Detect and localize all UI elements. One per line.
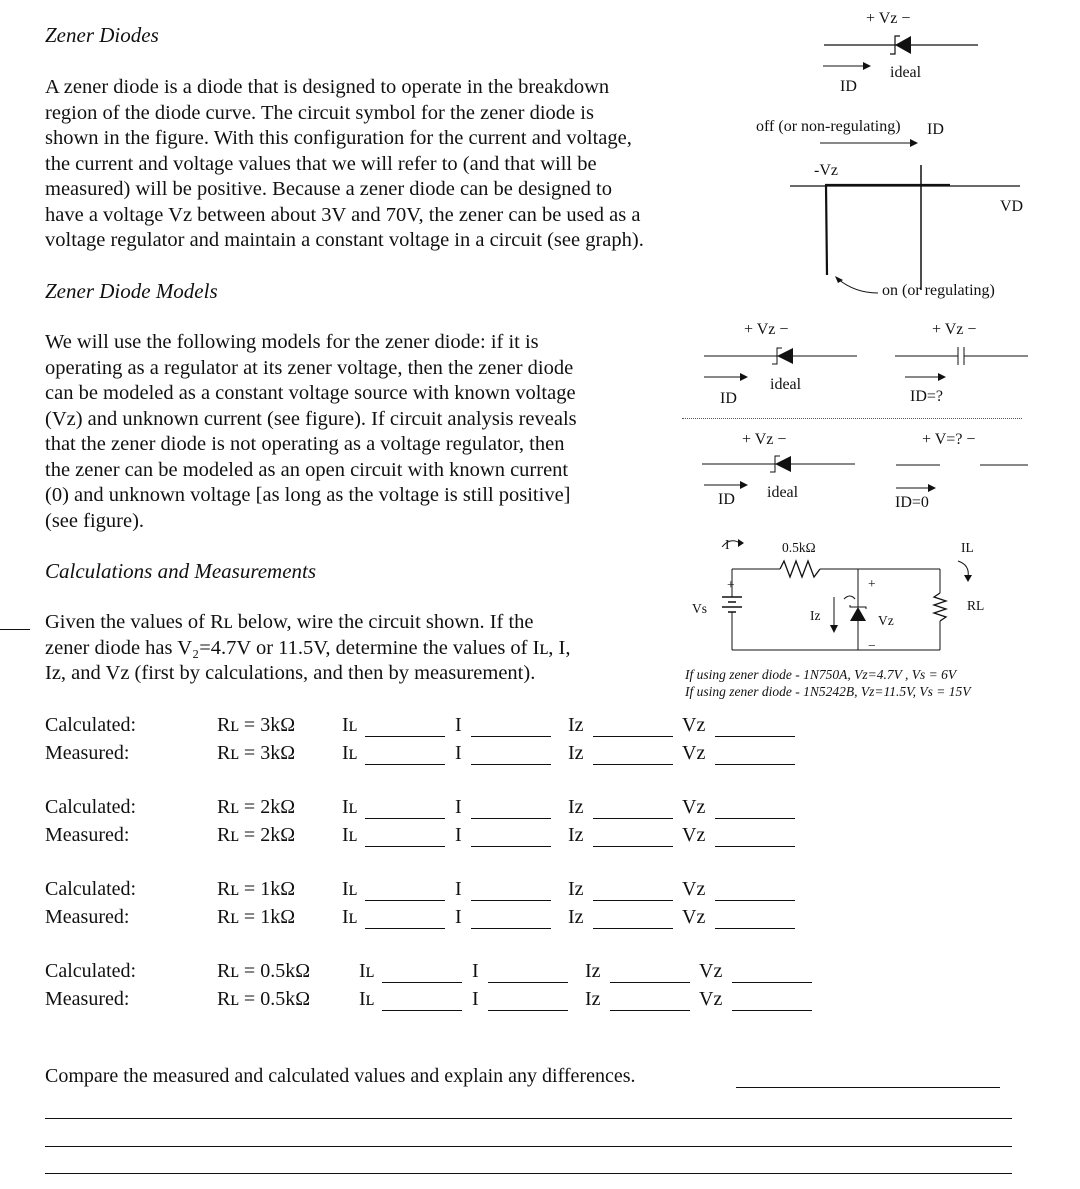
vz-blank[interactable]: [732, 996, 812, 1011]
row-i-label: I: [472, 960, 479, 982]
row-i-label: I: [455, 878, 462, 900]
task-paragraph: [45, 610, 665, 687]
row-rl: Rʟ = 1kΩ: [217, 878, 296, 900]
row-rl: Rʟ = 2kΩ: [217, 824, 296, 846]
intro-line: voltage regulator and maintain a constant voltage in a circuit (see graph).: [45, 229, 644, 251]
row-il-label: Iʟ: [342, 714, 358, 736]
circuit-iz: Iz: [810, 608, 821, 623]
row-vz-label: Vz: [699, 988, 723, 1010]
row-kind: Calculated:: [45, 960, 137, 982]
iv-graph: [760, 135, 1030, 295]
circuit-plus-source: +: [727, 577, 735, 592]
circuit-il: IL: [961, 540, 974, 555]
il-blank[interactable]: [365, 750, 445, 765]
row-rl: Rʟ = 2kΩ: [217, 796, 296, 818]
row-kind: Calculated:: [45, 796, 137, 818]
model-on-ideal: ideal: [770, 376, 802, 393]
row-rl: Rʟ = 0.5kΩ: [217, 960, 311, 982]
il-blank[interactable]: [382, 996, 462, 1011]
il-blank[interactable]: [382, 968, 462, 983]
graph-off-label: off (or non-regulating): [756, 118, 901, 135]
symbol-id-label: ID: [840, 78, 857, 95]
row-i-label: I: [472, 988, 479, 1010]
row-vz-label: Vz: [682, 878, 706, 900]
circuit-vs: Vs: [692, 601, 708, 616]
il-blank[interactable]: [365, 886, 445, 901]
model-off-id-zero: ID=0: [895, 494, 929, 511]
vz-blank[interactable]: [715, 722, 795, 737]
compare-prompt: [45, 1065, 636, 1088]
row-i-label: I: [455, 824, 462, 846]
row-iz-label: Iz: [568, 878, 584, 900]
model-off-diode: [700, 455, 1040, 500]
row-il-label: Iʟ: [342, 796, 358, 818]
circuit-rl: RL: [967, 598, 985, 613]
il-blank[interactable]: [365, 804, 445, 819]
intro-line: measured) will be positive. Because a zener diode can be designed to: [45, 178, 612, 200]
row-vz-label: Vz: [682, 796, 706, 818]
vz-blank[interactable]: [732, 968, 812, 983]
graph-neg-vz: -Vz: [814, 162, 838, 179]
row-iz-label: Iz: [568, 714, 584, 736]
title-zener-diodes: Zener Diodes: [45, 23, 159, 47]
compare-answer-line[interactable]: [736, 1087, 1000, 1088]
circuit-res: 0.5kΩ: [782, 540, 816, 555]
vz-blank[interactable]: [715, 832, 795, 847]
circuit-note-1: If using zener diode - 1N750A, Vz=4.7V , Vs = 6V: [685, 667, 957, 682]
il-blank[interactable]: [365, 914, 445, 929]
symbol-vz-label: + Vz −: [866, 10, 911, 27]
zener-symbol: [820, 32, 985, 62]
models-paragraph: [45, 330, 665, 534]
row-iz-label: Iz: [585, 988, 601, 1010]
answer-line[interactable]: [45, 1173, 1012, 1174]
iz-blank[interactable]: [593, 804, 673, 819]
task-line: zener diode has V₂=4.7V or 11.5V, determine the values of Iʟ, I,: [45, 636, 571, 659]
row-rl: Rʟ = 1kΩ: [217, 906, 296, 928]
models-line: that the zener diode is not operating as a voltage regulator, then: [45, 433, 565, 455]
model-on-diode: [700, 345, 1040, 375]
row-rl: Rʟ = 3kΩ: [217, 714, 296, 736]
circuit-vz: Vz: [878, 613, 894, 628]
row-kind: Measured:: [45, 988, 130, 1010]
i-blank[interactable]: [471, 750, 551, 765]
intro-line: A zener diode is a diode that is designed to operate in the breakdown: [45, 76, 610, 98]
il-blank[interactable]: [365, 722, 445, 737]
row-iz-label: Iz: [568, 906, 584, 928]
row-kind: Calculated:: [45, 878, 137, 900]
title-calculations: Calculations and Measurements: [45, 559, 317, 583]
model-off-id: ID: [718, 491, 735, 508]
iz-blank[interactable]: [593, 722, 673, 737]
circuit-note-2: If using zener diode - 1N5242B, Vz=11.5V, Vs = 15V: [685, 684, 971, 699]
row-i-label: I: [455, 742, 462, 764]
i-blank[interactable]: [471, 914, 551, 929]
i-blank[interactable]: [471, 804, 551, 819]
iz-blank[interactable]: [593, 914, 673, 929]
intro-line: the current and voltage values that we will refer to (and that will be: [45, 152, 597, 175]
models-line: We will use the following models for the zener diode: if it is: [45, 331, 539, 353]
row-vz-label: Vz: [682, 906, 706, 928]
compare-text: Compare the measured and calculated values and explain any differences.: [45, 1065, 636, 1087]
iz-blank[interactable]: [610, 968, 690, 983]
row-il-label: Iʟ: [342, 906, 358, 928]
row-iz-label: Iz: [568, 742, 584, 764]
i-blank[interactable]: [488, 996, 568, 1011]
row-rl: Rʟ = 3kΩ: [217, 742, 296, 764]
vz-blank[interactable]: [715, 886, 795, 901]
model-off-vz-left: + Vz −: [742, 431, 787, 448]
row-vz-label: Vz: [682, 824, 706, 846]
intro-line: shown in the figure. With this configuration for the current and voltage,: [45, 127, 632, 149]
row-kind: Measured:: [45, 906, 130, 928]
margin-mark: [0, 629, 30, 630]
row-iz-label: Iz: [585, 960, 601, 982]
circuit-i: I: [725, 537, 730, 552]
task-line: Given the values of Rʟ below, wire the circuit shown. If the: [45, 611, 534, 633]
row-i-label: I: [455, 906, 462, 928]
graph-id-label: ID: [927, 121, 944, 138]
row-kind: Measured:: [45, 824, 130, 846]
iz-blank[interactable]: [593, 832, 673, 847]
symbol-ideal-label: ideal: [890, 64, 922, 81]
row-kind: Calculated:: [45, 714, 137, 736]
intro-paragraph: [45, 75, 745, 254]
i-blank[interactable]: [488, 968, 568, 983]
model-on-id-q: ID=?: [910, 388, 944, 405]
row-il-label: Iʟ: [359, 988, 375, 1010]
iz-blank[interactable]: [610, 996, 690, 1011]
row-iz-label: Iz: [568, 824, 584, 846]
models-line: (0) and unknown voltage [as long as the voltage is still positive]: [45, 484, 571, 506]
row-il-label: Iʟ: [359, 960, 375, 982]
answer-line[interactable]: [45, 1146, 1012, 1147]
iz-blank[interactable]: [593, 750, 673, 765]
row-il-label: Iʟ: [342, 742, 358, 764]
model-on-id: ID: [720, 390, 737, 407]
models-line: operating as a regulator at its zener voltage, then the zener diode: [45, 356, 574, 379]
model-divider: [682, 418, 1022, 419]
vz-blank[interactable]: [715, 804, 795, 819]
models-line: (Vz) and unknown current (see figure). If circuit analysis reveals: [45, 407, 577, 430]
models-line: the zener can be modeled as an open circuit with known current: [45, 458, 569, 481]
answer-line[interactable]: [45, 1118, 1012, 1119]
row-il-label: Iʟ: [342, 824, 358, 846]
model-off-ideal: ideal: [767, 484, 799, 501]
intro-line: region of the diode curve. The circuit symbol for the zener diode is: [45, 101, 594, 124]
row-kind: Measured:: [45, 742, 130, 764]
graph-on-label: on (or regulating): [882, 282, 995, 299]
row-iz-label: Iz: [568, 796, 584, 818]
title-zener-models: Zener Diode Models: [45, 279, 218, 303]
iz-blank[interactable]: [593, 886, 673, 901]
row-vz-label: Vz: [699, 960, 723, 982]
models-line: (see figure).: [45, 509, 145, 532]
model-on-vz-left: + Vz −: [744, 321, 789, 338]
vz-blank[interactable]: [715, 914, 795, 929]
row-vz-label: Vz: [682, 714, 706, 736]
i-blank[interactable]: [471, 886, 551, 901]
vz-blank[interactable]: [715, 750, 795, 765]
model-on-vz-right: + Vz −: [932, 321, 977, 338]
row-il-label: Iʟ: [342, 878, 358, 900]
intro-line: have a voltage Vz between about 3V and 70V, the zener can be used as a: [45, 203, 641, 226]
circuit-minus: −: [868, 638, 876, 653]
i-blank[interactable]: [471, 722, 551, 737]
models-line: can be modeled as a constant voltage source with known voltage: [45, 382, 576, 404]
graph-vd: VD: [1000, 198, 1024, 215]
symbol-current-arrow: [823, 62, 873, 72]
il-blank[interactable]: [365, 832, 445, 847]
circuit-plus: +: [868, 576, 876, 591]
row-i-label: I: [455, 714, 462, 736]
row-rl: Rʟ = 0.5kΩ: [217, 988, 311, 1010]
task-line: Iz, and Vz (first by calculations, and then by measurement).: [45, 662, 536, 684]
i-blank[interactable]: [471, 832, 551, 847]
model-off-v-q: + V=? −: [922, 431, 976, 448]
row-vz-label: Vz: [682, 742, 706, 764]
row-i-label: I: [455, 796, 462, 818]
